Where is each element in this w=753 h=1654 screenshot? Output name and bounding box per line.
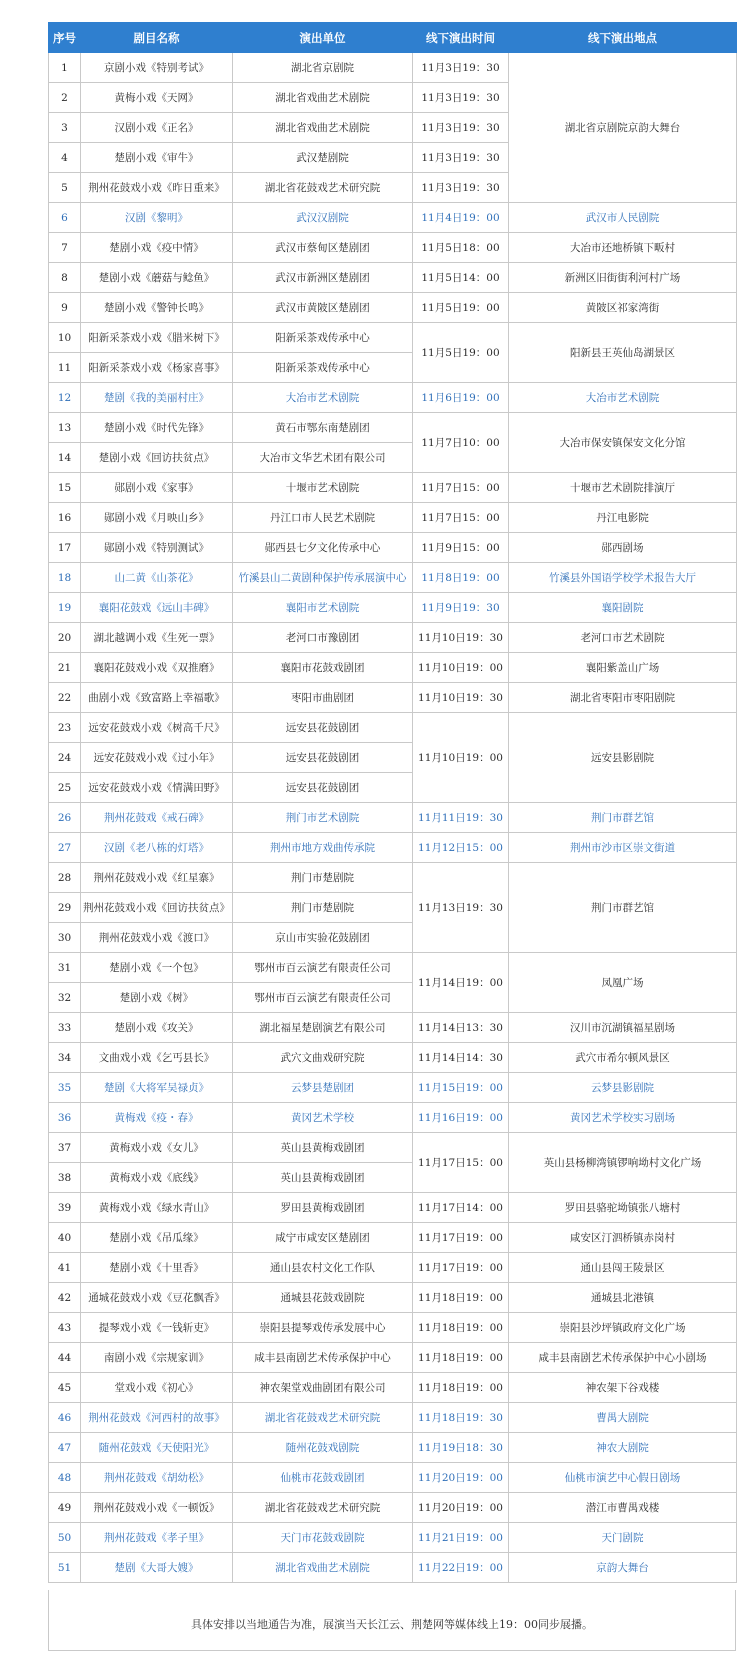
cell-time: 11月18日19：00	[413, 1283, 509, 1313]
cell-time: 11月17日15：00	[413, 1133, 509, 1193]
cell-title: 楚剧小戏《树》	[81, 983, 233, 1013]
table-row	[49, 413, 737, 443]
cell-title: 楚剧小戏《回访扶贫点》	[81, 443, 233, 473]
cell-title: 远安花鼓戏小戏《树高千尺》	[81, 713, 233, 743]
cell-title: 汉剧小戏《正名》	[81, 113, 233, 143]
cell-title: 楚剧小戏《疫中情》	[81, 233, 233, 263]
cell-troupe: 武汉汉剧院	[233, 203, 413, 233]
cell-troupe: 荆门市艺术剧院	[233, 803, 413, 833]
cell-number: 49	[49, 1493, 81, 1523]
cell-time: 11月20日19：00	[413, 1493, 509, 1523]
cell-troupe: 随州花鼓戏剧院	[233, 1433, 413, 1463]
cell-time: 11月10日19：00	[413, 653, 509, 683]
table-row	[49, 1073, 737, 1103]
cell-number: 19	[49, 593, 81, 623]
cell-number: 26	[49, 803, 81, 833]
cell-troupe: 咸宁市咸安区楚剧团	[233, 1223, 413, 1253]
cell-title: 襄阳花鼓戏《远山丰碑》	[81, 593, 233, 623]
cell-venue: 咸安区汀泗桥镇赤岗村	[509, 1223, 737, 1253]
cell-venue: 京韵大舞台	[509, 1553, 737, 1583]
cell-title: 汉剧《黎明》	[81, 203, 233, 233]
cell-number: 46	[49, 1403, 81, 1433]
cell-venue: 神农架下谷戏楼	[509, 1373, 737, 1403]
cell-troupe: 罗田县黄梅戏剧团	[233, 1193, 413, 1223]
cell-title: 荆州花鼓戏小戏《红星寨》	[81, 863, 233, 893]
cell-troupe: 武汉市新洲区楚剧团	[233, 263, 413, 293]
cell-time: 11月17日19：00	[413, 1253, 509, 1283]
cell-number: 16	[49, 503, 81, 533]
cell-number: 33	[49, 1013, 81, 1043]
cell-title: 楚剧小戏《警钟长鸣》	[81, 293, 233, 323]
cell-title: 楚剧《我的美丽村庄》	[81, 383, 233, 413]
cell-venue: 郧西剧场	[509, 533, 737, 563]
cell-venue: 崇阳县沙坪镇政府文化广场	[509, 1313, 737, 1343]
header-venue: 线下演出地点	[509, 23, 737, 53]
cell-troupe: 襄阳市花鼓戏剧团	[233, 653, 413, 683]
cell-number: 51	[49, 1553, 81, 1583]
cell-number: 44	[49, 1343, 81, 1373]
cell-title: 黄梅戏小戏《绿水青山》	[81, 1193, 233, 1223]
cell-time: 11月3日19：30	[413, 113, 509, 143]
cell-time: 11月3日19：30	[413, 83, 509, 113]
cell-troupe: 鄂州市百云演艺有限责任公司	[233, 983, 413, 1013]
cell-title: 荆州花鼓戏《河西村的故事》	[81, 1403, 233, 1433]
cell-venue: 远安县影剧院	[509, 713, 737, 803]
cell-title: 随州花鼓戏《天使阳光》	[81, 1433, 233, 1463]
cell-title: 荆州花鼓戏《孝子里》	[81, 1523, 233, 1553]
table-row	[49, 1403, 737, 1433]
table-row	[49, 1433, 737, 1463]
cell-troupe: 武汉市蔡甸区楚剧团	[233, 233, 413, 263]
cell-venue: 天门剧院	[509, 1523, 737, 1553]
cell-number: 11	[49, 353, 81, 383]
schedule-table	[48, 22, 737, 1583]
cell-time: 11月10日19：30	[413, 623, 509, 653]
cell-time: 11月14日19：00	[413, 953, 509, 1013]
cell-title: 曲剧小戏《致富路上幸福歌》	[81, 683, 233, 713]
cell-troupe: 远安县花鼓剧团	[233, 713, 413, 743]
cell-troupe: 远安县花鼓剧团	[233, 773, 413, 803]
cell-time: 11月12日15：00	[413, 833, 509, 863]
cell-number: 43	[49, 1313, 81, 1343]
cell-venue: 通城县北港镇	[509, 1283, 737, 1313]
cell-number: 20	[49, 623, 81, 653]
cell-venue: 襄阳紫盖山广场	[509, 653, 737, 683]
cell-title: 京剧小戏《特别考试》	[81, 53, 233, 83]
cell-number: 9	[49, 293, 81, 323]
table-row	[49, 1493, 737, 1523]
cell-time: 11月14日14：30	[413, 1043, 509, 1073]
table-row	[49, 1193, 737, 1223]
cell-venue: 英山县杨柳湾镇锣响坳村文化广场	[509, 1133, 737, 1193]
cell-troupe: 湖北省花鼓戏艺术研究院	[233, 173, 413, 203]
cell-title: 黄梅戏《疫・春》	[81, 1103, 233, 1133]
table-row	[49, 533, 737, 563]
cell-troupe: 武汉楚剧院	[233, 143, 413, 173]
header-troupe: 演出单位	[233, 23, 413, 53]
header-row	[49, 23, 737, 53]
cell-time: 11月4日19：00	[413, 203, 509, 233]
cell-number: 24	[49, 743, 81, 773]
cell-number: 4	[49, 143, 81, 173]
cell-number: 18	[49, 563, 81, 593]
cell-troupe: 京山市实验花鼓剧团	[233, 923, 413, 953]
cell-number: 47	[49, 1433, 81, 1463]
cell-venue: 新洲区旧街街利河村广场	[509, 263, 737, 293]
cell-venue: 荆州市沙市区崇文街道	[509, 833, 737, 863]
cell-troupe: 竹溪县山二黄剧种保护传承展演中心	[233, 563, 413, 593]
cell-number: 34	[49, 1043, 81, 1073]
cell-venue: 咸丰县南剧艺术传承保护中心小剧场	[509, 1343, 737, 1373]
cell-number: 1	[49, 53, 81, 83]
cell-time: 11月5日14：00	[413, 263, 509, 293]
cell-venue: 老河口市艺术剧院	[509, 623, 737, 653]
cell-troupe: 武穴文曲戏研究院	[233, 1043, 413, 1073]
table-row	[49, 1313, 737, 1343]
cell-title: 荆州花鼓戏小戏《回访扶贫点》	[81, 893, 233, 923]
cell-venue: 汉川市沉湖镇福星剧场	[509, 1013, 737, 1043]
cell-troupe: 湖北省京剧院	[233, 53, 413, 83]
header-title: 剧目名称	[81, 23, 233, 53]
cell-time: 11月10日19：30	[413, 683, 509, 713]
cell-time: 11月15日19：00	[413, 1073, 509, 1103]
cell-time: 11月9日15：00	[413, 533, 509, 563]
cell-venue: 十堰市艺术剧院排演厅	[509, 473, 737, 503]
cell-troupe: 武汉市黄陂区楚剧团	[233, 293, 413, 323]
cell-number: 15	[49, 473, 81, 503]
cell-title: 黄梅戏小戏《底线》	[81, 1163, 233, 1193]
cell-title: 郧剧小戏《特别测试》	[81, 533, 233, 563]
cell-number: 31	[49, 953, 81, 983]
cell-title: 郧剧小戏《家事》	[81, 473, 233, 503]
table-row	[49, 563, 737, 593]
cell-troupe: 天门市花鼓戏剧院	[233, 1523, 413, 1553]
cell-troupe: 大冶市文华艺术团有限公司	[233, 443, 413, 473]
table-row	[49, 593, 737, 623]
cell-number: 38	[49, 1163, 81, 1193]
cell-number: 3	[49, 113, 81, 143]
cell-troupe: 荆州市地方戏曲传承院	[233, 833, 413, 863]
table-row	[49, 803, 737, 833]
cell-title: 文曲戏小戏《乞丐县长》	[81, 1043, 233, 1073]
cell-title: 黄梅戏小戏《女儿》	[81, 1133, 233, 1163]
table-row	[49, 833, 737, 863]
cell-venue: 凤凰广场	[509, 953, 737, 1013]
cell-troupe: 湖北福星楚剧演艺有限公司	[233, 1013, 413, 1043]
cell-number: 25	[49, 773, 81, 803]
cell-number: 36	[49, 1103, 81, 1133]
cell-time: 11月18日19：30	[413, 1403, 509, 1433]
cell-time: 11月5日19：00	[413, 323, 509, 383]
cell-title: 荆州花鼓戏《戒石碑》	[81, 803, 233, 833]
table-row	[49, 1373, 737, 1403]
cell-venue: 荆门市群艺馆	[509, 863, 737, 953]
cell-title: 阳新采茶戏小戏《杨家喜事》	[81, 353, 233, 383]
table-row	[49, 863, 737, 893]
cell-troupe: 湖北省花鼓戏艺术研究院	[233, 1493, 413, 1523]
cell-troupe: 云梦县楚剧团	[233, 1073, 413, 1103]
cell-troupe: 湖北省戏曲艺术剧院	[233, 113, 413, 143]
table-row	[49, 203, 737, 233]
cell-troupe: 通城县花鼓戏剧院	[233, 1283, 413, 1313]
cell-venue: 竹溪县外国语学校学术报告大厅	[509, 563, 737, 593]
cell-troupe: 英山县黄梅戏剧团	[233, 1133, 413, 1163]
cell-troupe: 湖北省花鼓戏艺术研究院	[233, 1403, 413, 1433]
cell-title: 阳新采茶戏小戏《腊米树下》	[81, 323, 233, 353]
cell-number: 7	[49, 233, 81, 263]
cell-troupe: 鄂州市百云演艺有限责任公司	[233, 953, 413, 983]
cell-troupe: 阳新采茶戏传承中心	[233, 353, 413, 383]
cell-number: 37	[49, 1133, 81, 1163]
cell-number: 22	[49, 683, 81, 713]
cell-venue: 通山县闯王陵景区	[509, 1253, 737, 1283]
table-row	[49, 683, 737, 713]
table-row	[49, 323, 737, 353]
cell-troupe: 荆门市楚剧院	[233, 893, 413, 923]
cell-title: 堂戏小戏《初心》	[81, 1373, 233, 1403]
cell-time: 11月14日13：30	[413, 1013, 509, 1043]
table-row	[49, 953, 737, 983]
cell-time: 11月8日19：00	[413, 563, 509, 593]
cell-venue: 阳新县王英仙岛湖景区	[509, 323, 737, 383]
cell-number: 41	[49, 1253, 81, 1283]
cell-title: 楚剧小戏《审牛》	[81, 143, 233, 173]
table-row	[49, 1523, 737, 1553]
cell-time: 11月5日18：00	[413, 233, 509, 263]
cell-title: 南剧小戏《宗规家训》	[81, 1343, 233, 1373]
cell-title: 楚剧小戏《蘑菇与鲶鱼》	[81, 263, 233, 293]
cell-troupe: 黄石市鄂东南楚剧团	[233, 413, 413, 443]
cell-troupe: 英山县黄梅戏剧团	[233, 1163, 413, 1193]
cell-number: 5	[49, 173, 81, 203]
table-row	[49, 293, 737, 323]
cell-troupe: 通山县农村文化工作队	[233, 1253, 413, 1283]
cell-time: 11月3日19：30	[413, 143, 509, 173]
table-row	[49, 263, 737, 293]
cell-time: 11月10日19：00	[413, 713, 509, 803]
table-row	[49, 1103, 737, 1133]
table-row	[49, 503, 737, 533]
cell-number: 29	[49, 893, 81, 923]
cell-time: 11月20日19：00	[413, 1463, 509, 1493]
cell-time: 11月7日10：00	[413, 413, 509, 473]
cell-title: 山二黄《山茶花》	[81, 563, 233, 593]
cell-time: 11月6日19：00	[413, 383, 509, 413]
cell-number: 30	[49, 923, 81, 953]
cell-number: 28	[49, 863, 81, 893]
cell-number: 23	[49, 713, 81, 743]
cell-number: 40	[49, 1223, 81, 1253]
cell-troupe: 老河口市豫剧团	[233, 623, 413, 653]
cell-title: 湖北越调小戏《生死一票》	[81, 623, 233, 653]
cell-title: 汉剧《老八栋的灯塔》	[81, 833, 233, 863]
cell-title: 楚剧《大将军吴禄贞》	[81, 1073, 233, 1103]
cell-number: 13	[49, 413, 81, 443]
cell-venue: 武汉市人民剧院	[509, 203, 737, 233]
cell-time: 11月18日19：00	[413, 1343, 509, 1373]
cell-venue: 湖北省枣阳市枣阳剧院	[509, 683, 737, 713]
cell-number: 39	[49, 1193, 81, 1223]
cell-venue: 神农大剧院	[509, 1433, 737, 1463]
cell-time: 11月7日15：00	[413, 473, 509, 503]
cell-troupe: 仙桃市花鼓戏剧团	[233, 1463, 413, 1493]
cell-venue: 曹禺大剧院	[509, 1403, 737, 1433]
cell-venue: 云梦县影剧院	[509, 1073, 737, 1103]
cell-title: 荆州花鼓戏小戏《渡口》	[81, 923, 233, 953]
cell-troupe: 襄阳市艺术剧院	[233, 593, 413, 623]
cell-title: 郧剧小戏《月映山乡》	[81, 503, 233, 533]
table-row	[49, 1343, 737, 1373]
table-row	[49, 1253, 737, 1283]
cell-venue: 罗田县骆驼坳镇张八塘村	[509, 1193, 737, 1223]
table-row	[49, 1553, 737, 1583]
cell-time: 11月11日19：30	[413, 803, 509, 833]
cell-number: 50	[49, 1523, 81, 1553]
cell-venue: 仙桃市演艺中心假日剧场	[509, 1463, 737, 1493]
table-row	[49, 1133, 737, 1163]
cell-time: 11月7日15：00	[413, 503, 509, 533]
cell-number: 35	[49, 1073, 81, 1103]
cell-time: 11月19日18：30	[413, 1433, 509, 1463]
cell-venue: 武穴市希尔顿风景区	[509, 1043, 737, 1073]
cell-number: 32	[49, 983, 81, 1013]
cell-number: 21	[49, 653, 81, 683]
cell-number: 12	[49, 383, 81, 413]
table-row	[49, 1013, 737, 1043]
cell-troupe: 十堰市艺术剧院	[233, 473, 413, 503]
cell-time: 11月5日19：00	[413, 293, 509, 323]
cell-venue: 黄陂区祁家湾街	[509, 293, 737, 323]
cell-time: 11月22日19：00	[413, 1553, 509, 1583]
cell-troupe: 大冶市艺术剧院	[233, 383, 413, 413]
cell-time: 11月3日19：30	[413, 173, 509, 203]
cell-troupe: 郧西县七夕文化传承中心	[233, 533, 413, 563]
cell-venue: 湖北省京剧院京韵大舞台	[509, 53, 737, 203]
cell-title: 远安花鼓戏小戏《过小年》	[81, 743, 233, 773]
cell-troupe: 神农架堂戏曲剧团有限公司	[233, 1373, 413, 1403]
cell-time: 11月21日19：00	[413, 1523, 509, 1553]
table-row	[49, 233, 737, 263]
table-row	[49, 53, 737, 83]
cell-title: 楚剧小戏《时代先锋》	[81, 413, 233, 443]
cell-troupe: 阳新采茶戏传承中心	[233, 323, 413, 353]
cell-troupe: 湖北省戏曲艺术剧院	[233, 83, 413, 113]
cell-time: 11月18日19：00	[413, 1313, 509, 1343]
cell-number: 48	[49, 1463, 81, 1493]
schedule-body	[49, 53, 737, 1583]
cell-title: 楚剧小戏《攻关》	[81, 1013, 233, 1043]
cell-troupe: 枣阳市曲剧团	[233, 683, 413, 713]
table-row	[49, 1043, 737, 1073]
cell-troupe: 荆门市楚剧院	[233, 863, 413, 893]
cell-venue: 大冶市保安镇保安文化分馆	[509, 413, 737, 473]
table-row	[49, 383, 737, 413]
table-row	[49, 1223, 737, 1253]
table-row	[49, 1463, 737, 1493]
cell-venue: 潜江市曹禺戏楼	[509, 1493, 737, 1523]
footnote: 具体安排以当地通告为准，展演当天长江云、荆楚网等媒体线上19：00同步展播。	[191, 1618, 593, 1631]
cell-venue: 襄阳剧院	[509, 593, 737, 623]
cell-title: 远安花鼓戏小戏《情满田野》	[81, 773, 233, 803]
cell-troupe: 湖北省戏曲艺术剧院	[233, 1553, 413, 1583]
cell-title: 黄梅小戏《天网》	[81, 83, 233, 113]
cell-title: 襄阳花鼓戏小戏《双推磨》	[81, 653, 233, 683]
cell-time: 11月3日19：30	[413, 53, 509, 83]
cell-time: 11月16日19：00	[413, 1103, 509, 1133]
cell-venue: 大冶市还地桥镇下畈村	[509, 233, 737, 263]
cell-time: 11月17日14：00	[413, 1193, 509, 1223]
cell-number: 6	[49, 203, 81, 233]
cell-title: 荆州花鼓戏《胡幼松》	[81, 1463, 233, 1493]
cell-venue: 丹江电影院	[509, 503, 737, 533]
cell-time: 11月9日19：30	[413, 593, 509, 623]
cell-number: 17	[49, 533, 81, 563]
cell-troupe: 远安县花鼓剧团	[233, 743, 413, 773]
cell-title: 荆州花鼓戏小戏《昨日重来》	[81, 173, 233, 203]
cell-number: 2	[49, 83, 81, 113]
header-time: 线下演出时间	[413, 23, 509, 53]
cell-number: 42	[49, 1283, 81, 1313]
table-row	[49, 473, 737, 503]
cell-venue: 大冶市艺术剧院	[509, 383, 737, 413]
cell-time: 11月17日19：00	[413, 1223, 509, 1253]
cell-venue: 黄冈艺术学校实习剧场	[509, 1103, 737, 1133]
cell-number: 45	[49, 1373, 81, 1403]
cell-title: 楚剧小戏《一个包》	[81, 953, 233, 983]
cell-title: 楚剧《大哥大嫂》	[81, 1553, 233, 1583]
table-row	[49, 653, 737, 683]
cell-troupe: 黄冈艺术学校	[233, 1103, 413, 1133]
cell-number: 27	[49, 833, 81, 863]
cell-title: 楚剧小戏《吊瓜缘》	[81, 1223, 233, 1253]
table-row	[49, 713, 737, 743]
table-row	[49, 1283, 737, 1313]
table-row	[49, 623, 737, 653]
cell-troupe: 崇阳县提琴戏传承发展中心	[233, 1313, 413, 1343]
cell-time: 11月18日19：00	[413, 1373, 509, 1403]
cell-venue: 荆门市群艺馆	[509, 803, 737, 833]
cell-troupe: 咸丰县南剧艺术传承保护中心	[233, 1343, 413, 1373]
cell-title: 荆州花鼓戏小戏《一顿饭》	[81, 1493, 233, 1523]
cell-title: 通城花鼓戏小戏《豆花飘香》	[81, 1283, 233, 1313]
header-number: 序号	[49, 23, 81, 53]
cell-time: 11月13日19：30	[413, 863, 509, 953]
cell-number: 10	[49, 323, 81, 353]
cell-number: 8	[49, 263, 81, 293]
cell-number: 14	[49, 443, 81, 473]
cell-troupe: 丹江口市人民艺术剧院	[233, 503, 413, 533]
cell-title: 楚剧小戏《十里香》	[81, 1253, 233, 1283]
cell-title: 提琴戏小戏《一钱斩吏》	[81, 1313, 233, 1343]
